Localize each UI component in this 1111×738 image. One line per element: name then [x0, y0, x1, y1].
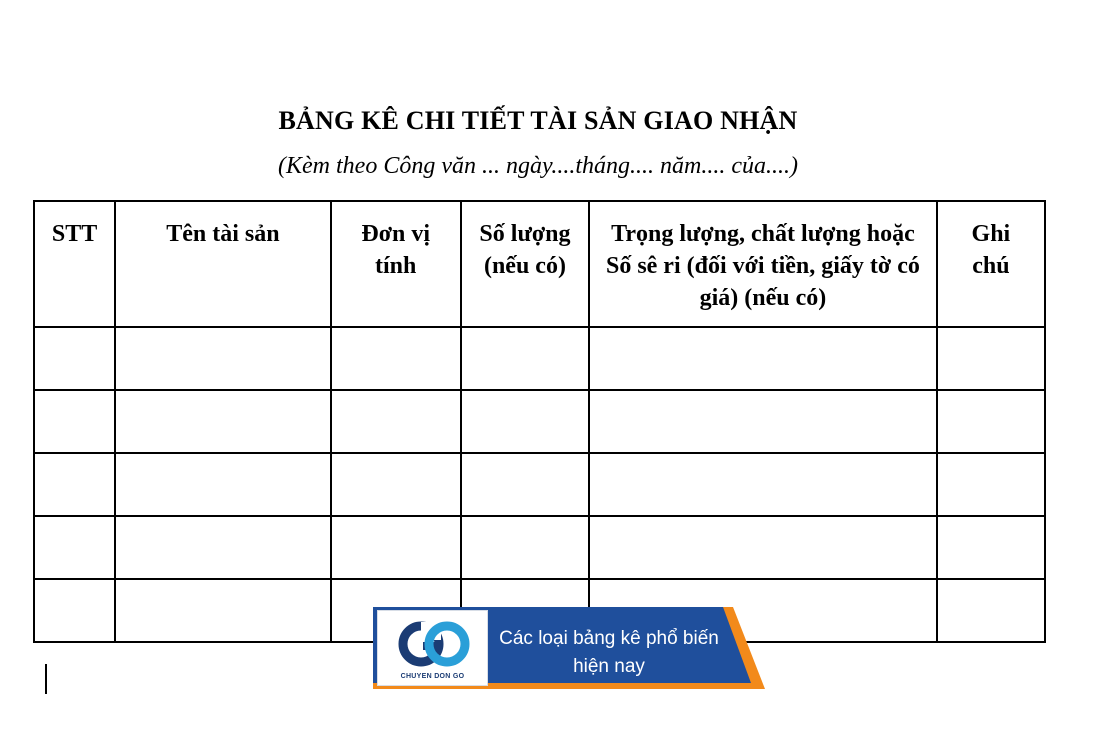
table-cell[interactable] [461, 327, 589, 390]
table-cell[interactable] [331, 453, 461, 516]
header-unit: Đơn vị tính [331, 201, 461, 327]
table-row [34, 390, 1045, 453]
table-cell[interactable] [115, 453, 330, 516]
table-row [34, 327, 1045, 390]
table-cell[interactable] [331, 390, 461, 453]
table-row [34, 516, 1045, 579]
logo [377, 610, 488, 686]
table-cell[interactable] [331, 327, 461, 390]
header-quantity: Số lượng (nếu có) [461, 201, 589, 327]
header-note: Ghi chú [937, 201, 1045, 327]
table-cell[interactable] [461, 390, 589, 453]
table-cell[interactable] [115, 327, 330, 390]
table-cell[interactable] [937, 453, 1045, 516]
table-cell[interactable] [34, 453, 115, 516]
table-cell[interactable] [589, 327, 937, 390]
document-subtitle: (Kèm theo Công văn ... ngày....tháng.... năm.... của....) [278, 153, 798, 179]
table-cell[interactable] [34, 516, 115, 579]
table-cell[interactable] [937, 390, 1045, 453]
header-stt: STT [34, 201, 115, 327]
table-cell[interactable] [589, 516, 937, 579]
table-cell[interactable] [461, 516, 589, 579]
table-cell[interactable] [115, 516, 330, 579]
header-weight-quality: Trọng lượng, chất lượng hoặc Số sê ri (đối với tiền, giấy tờ có giá) (nếu có) [589, 201, 937, 327]
brand-banner[interactable] [373, 607, 765, 689]
table-cell[interactable] [115, 579, 330, 642]
table-cell[interactable] [937, 516, 1045, 579]
text-cursor [45, 664, 47, 694]
asset-table [33, 200, 1046, 643]
table-cell[interactable] [937, 579, 1045, 642]
table-cell[interactable] [331, 516, 461, 579]
banner-text: Các loại bảng kê phổ biến hiện nay [499, 628, 719, 677]
go-logo-icon [396, 617, 470, 671]
table-cell[interactable] [34, 579, 115, 642]
table-cell[interactable] [115, 390, 330, 453]
table-cell[interactable] [461, 453, 589, 516]
table-cell[interactable] [589, 453, 937, 516]
table-cell[interactable] [937, 327, 1045, 390]
table-header-row [34, 201, 1045, 327]
table-cell[interactable] [34, 390, 115, 453]
logo-caption: CHUYEN DON GO [400, 673, 465, 680]
table-cell[interactable] [34, 327, 115, 390]
document-title: BẢNG KÊ CHI TIẾT TÀI SẢN GIAO NHẬN [278, 106, 798, 135]
header-asset-name: Tên tài sản [115, 201, 330, 327]
table-row [34, 453, 1045, 516]
table-cell[interactable] [589, 390, 937, 453]
